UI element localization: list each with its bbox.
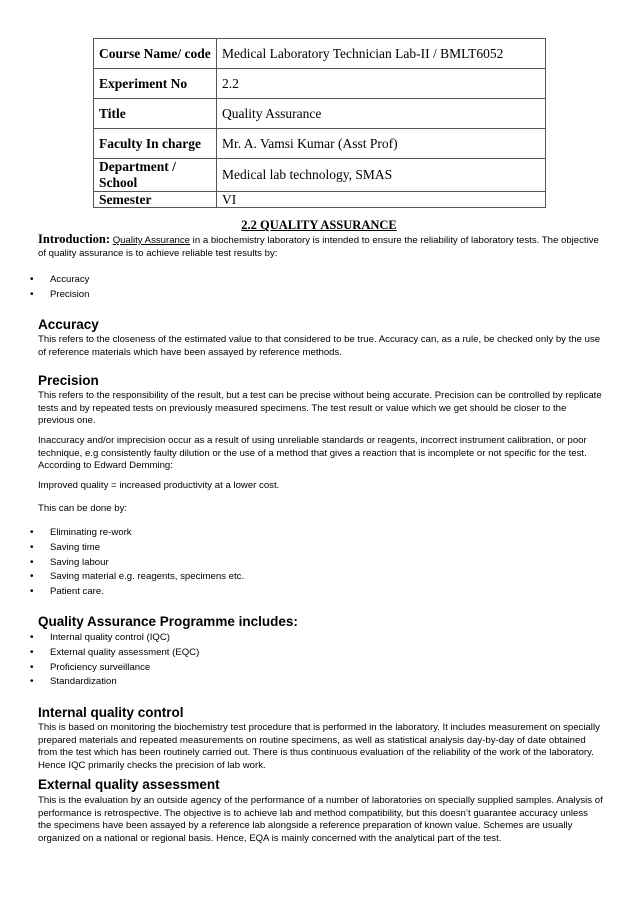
bullet-icon: • (30, 541, 34, 553)
faculty-key: Faculty In charge (94, 129, 217, 159)
table-row (94, 159, 546, 192)
bullet-icon: • (30, 632, 34, 643)
list-item: • Saving time (0, 541, 244, 556)
precision-heading: Precision (38, 373, 99, 388)
iqc-heading: Internal quality control (38, 705, 184, 720)
iqc-paragraph: This is based on monitoring the biochemistry test procedure that is performed in the laboratory. It includes measurement on specially prepared materials and repeated measurements on routine specimens, as well as statistical analysis day-by-day of date obtained from the test which has been routinely carried out. There is thus continuous evaluation of the reliability of the work of the laboratory. Hence IQC primarily checks the precision of lab work. (38, 722, 600, 771)
list-item: • Proficiency surveillance (0, 661, 199, 676)
course-info-table (93, 38, 546, 208)
list-item: • External quality assessment (EQC) (0, 646, 199, 661)
accuracy-heading: Accuracy (38, 317, 99, 332)
qap-heading: Quality Assurance Programme includes: (38, 614, 298, 629)
title-key: Title (94, 99, 217, 129)
list-item: • Patient care. (0, 585, 244, 600)
semester-value: VI (217, 192, 546, 208)
table-row (94, 99, 546, 129)
department-value: Medical lab technology, SMAS (217, 159, 546, 192)
eqa-paragraph: This is the evaluation by an outside agency of the performance of a number of laboratories on specially supplied samples. Analysis of performance is retrospective. The objective is to achieve lab and method compatibility, but this doesn’t guarantee accuracy unless the specimens have been assayed by a reference lab alongside a reference preparation of known value. Schemes are usually organized on a national or regional basis. Hence, EQA is mainly concerned with the analytical part of the test. (38, 795, 603, 844)
done-by-list (0, 526, 244, 600)
semester-key: Semester (94, 192, 217, 208)
list-item: • Precision (0, 288, 89, 303)
precision-paragraph-2: Inaccuracy and/or imprecision occur as a result of using unreliable standards or reagents, incorrect instrument calibration, or poor technique, e.g consistently faulty dilution or the use of a method that gives a reaction that is incomplete or not specific for the test. According to Edward Demming: (38, 435, 587, 472)
introduction-text: in a biochemistry laboratory is intended to ensure the reliability of laboratory tests. The objective of quality assurance is to achieve reliable test results by: (38, 235, 599, 259)
list-item: • Internal quality control (IQC) (0, 631, 199, 646)
list-item: • Accuracy (0, 273, 89, 288)
quality-assurance-link[interactable]: Quality Assurance (112, 235, 191, 246)
faculty-value: Mr. A. Vamsi Kumar (Asst Prof) (217, 129, 546, 159)
list-item: • Standardization (0, 675, 199, 690)
objective-list (0, 273, 89, 303)
accuracy-paragraph: This refers to the closeness of the estimated value to that considered to be true. Accuracy can, as a rule, be checked only by the use of reference materials which have been assayed by reference methods. (38, 334, 601, 358)
precision-paragraph-4: This can be done by: (38, 503, 128, 514)
eqa-heading: External quality assessment (38, 777, 220, 792)
bullet-icon: • (30, 527, 34, 538)
bullet-icon: • (30, 556, 34, 568)
title-value: Quality Assurance (217, 99, 546, 129)
introduction-paragraph (38, 233, 603, 260)
course-name-value: Medical Laboratory Technician Lab-II / BMLT6052 (217, 39, 546, 69)
list-item: • Saving labour (0, 556, 244, 571)
qap-list (0, 631, 199, 690)
document-title: 2.2 QUALITY ASSURANCE (241, 218, 397, 232)
list-item: • Eliminating re-work (0, 526, 244, 541)
table-row (94, 192, 546, 208)
table-row (94, 39, 546, 69)
list-item: • Saving material e.g. reagents, specimens etc. (0, 570, 244, 585)
table-row (94, 69, 546, 99)
precision-paragraph-1: This refers to the responsibility of the result, but a test can be precise without being accurate. Precision can be controlled by replicate tests and by repeated tests on previously measured specimens. The test result or value which we get should be closer to the previous one. (38, 390, 602, 427)
bullet-icon: • (30, 586, 34, 598)
bullet-icon: • (30, 274, 34, 285)
bullet-icon: • (30, 571, 34, 583)
bullet-icon: • (30, 288, 34, 300)
bullet-icon: • (30, 676, 34, 688)
course-name-key: Course Name/ code (94, 39, 217, 69)
department-key: Department / School (94, 159, 217, 192)
bullet-icon: • (30, 661, 34, 673)
bullet-icon: • (30, 646, 34, 658)
introduction-label: Introduction: (38, 232, 111, 246)
experiment-no-key: Experiment No (94, 69, 217, 99)
table-row (94, 129, 546, 159)
precision-paragraph-3: Improved quality = increased productivity at a lower cost. (38, 480, 280, 491)
experiment-no-value: 2.2 (217, 69, 546, 99)
